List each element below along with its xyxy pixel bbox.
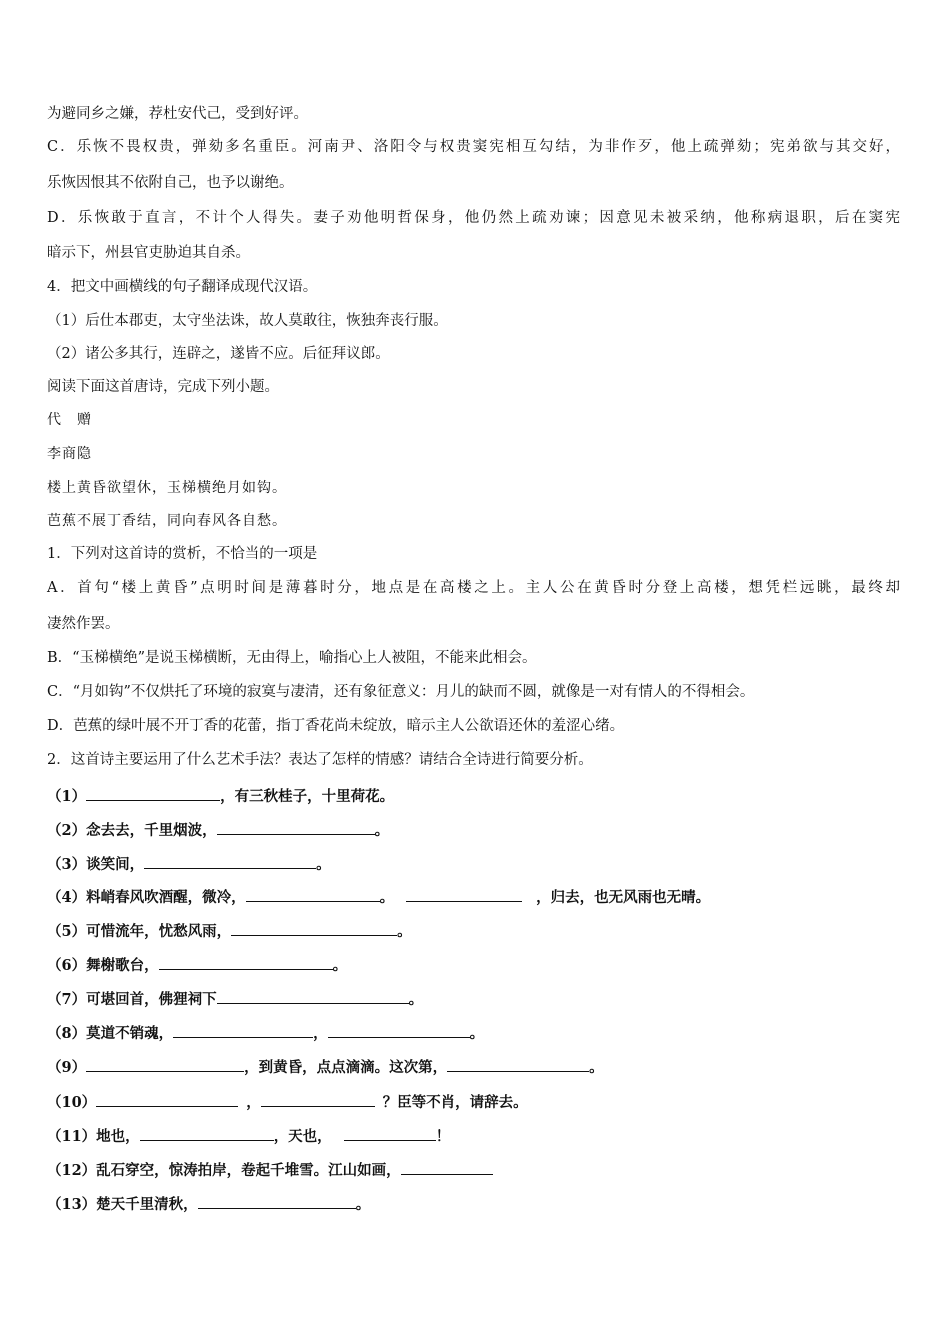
answer-blank[interactable] xyxy=(246,887,380,902)
poem-title: 代 赠 xyxy=(47,412,92,428)
answer-blank[interactable] xyxy=(401,1160,493,1175)
answer-blank[interactable] xyxy=(173,1023,313,1038)
answer-blank[interactable] xyxy=(328,1023,470,1038)
text-line: 为避同乡之嫌，荐杜安代己，受到好评。 xyxy=(47,106,308,122)
reading-intro: 阅读下面这首唐诗，完成下列小题。 xyxy=(47,379,279,395)
question-4: 4．把文中画横线的句子翻译成现代汉语。 xyxy=(47,279,318,295)
fill-item-5: （5）可惜流年，忧愁风雨， 。 xyxy=(47,923,412,940)
fill-item-7: （7）可堪回首，佛狸祠下 。 xyxy=(47,991,424,1008)
fill-item-12: （12）乱石穿空，惊涛拍岸，卷起千堆雪。江山如画， xyxy=(47,1160,900,1181)
fill-item-9: （9） ，到黄昏，点点滴滴。这次第， 。 xyxy=(47,1059,604,1076)
answer-blank[interactable] xyxy=(198,1194,356,1209)
poem-option-a-line-1: A．首句“楼上黄昏”点明时间是薄暮时分，地点是在高楼之上。主人公在黄昏时分登上高楼，想凭栏远眺，最终却 xyxy=(47,580,900,596)
question-4-part-1: （1）后仕本郡吏，太守坐法诛，故人莫敢往，恢独奔丧行服。 xyxy=(47,313,448,329)
answer-blank[interactable] xyxy=(406,887,522,902)
answer-blank[interactable] xyxy=(344,1126,436,1141)
fill-item-3: （3）谈笑间， 。 xyxy=(47,856,331,873)
poem-option-a-line-2: 凄然作罢。 xyxy=(47,616,120,632)
poem-question-2: 2．这首诗主要运用了什么艺术手法？表达了怎样的情感？请结合全诗进行简要分析。 xyxy=(47,752,593,768)
poem-option-c: C．“月如钩”不仅烘托了环境的寂寞与凄清，还有象征意义：月儿的缺而不圆，就像是一对有情人的不得相会。 xyxy=(47,684,755,700)
answer-blank[interactable] xyxy=(217,989,409,1004)
fill-item-1: （1） ，有三秋桂子，十里荷花。 xyxy=(47,788,395,805)
answer-blank[interactable] xyxy=(144,854,316,869)
option-c-line-1: C．乐恢不畏权贵，弹劾多名重臣。河南尹、洛阳令与权贵窦宪相互勾结，为非作歹，他上疏弹劾；宪弟欲与其交好， xyxy=(47,139,900,155)
poem-option-d: D．芭蕉的绿叶展不开丁香的花蕾，指丁香花尚未绽放，暗示主人公欲语还休的羞涩心绪。 xyxy=(47,718,625,734)
answer-blank[interactable] xyxy=(86,786,220,801)
answer-blank[interactable] xyxy=(140,1126,274,1141)
fill-item-11: （11）地也， ，天也， ！ xyxy=(47,1128,451,1145)
poem-author: 李商隐 xyxy=(47,446,92,462)
poem-line-2: 芭蕉不展丁香结，同向春风各自愁。 xyxy=(47,513,287,529)
poem-question-1: 1．下列对这首诗的赏析，不恰当的一项是 xyxy=(47,546,318,562)
answer-blank[interactable] xyxy=(231,921,397,936)
answer-blank[interactable] xyxy=(96,1092,238,1107)
answer-blank[interactable] xyxy=(86,1057,244,1072)
poem-option-b: B．“玉梯横绝”是说玉梯横断，无由得上，喻指心上人被阻，不能来此相会。 xyxy=(47,650,537,666)
answer-blank[interactable] xyxy=(217,820,375,835)
answer-blank[interactable] xyxy=(159,955,333,970)
option-d-line-2: 暗示下，州县官吏胁迫其自杀。 xyxy=(47,245,250,261)
answer-blank[interactable] xyxy=(261,1092,375,1107)
fill-item-2: （2）念去去，千里烟波， 。 xyxy=(47,822,390,839)
fill-item-8: （8）莫道不销魂， ， 。 xyxy=(47,1025,485,1042)
answer-blank[interactable] xyxy=(447,1057,589,1072)
option-c-line-2: 乐恢因恨其不依附自己，也予以谢绝。 xyxy=(47,175,294,191)
fill-item-4: （4）料峭春风吹酒醒，微冷， 。 ，归去，也无风雨也无晴。 xyxy=(47,889,711,906)
fill-item-13: （13）楚天千里清秋， 。 xyxy=(47,1196,371,1213)
question-4-part-2: （2）诸公多其行，连辟之，遂皆不应。后征拜议郎。 xyxy=(47,346,390,362)
fill-item-6: （6）舞榭歌台， 。 xyxy=(47,957,348,974)
option-d-line-1: D．乐恢敢于直言，不计个人得失。妻子劝他明哲保身，他仍然上疏劝谏；因意见未被采纳，他称病退职，后在窦宪 xyxy=(47,210,900,226)
poem-line-1: 楼上黄昏欲望休，玉梯横绝月如钩。 xyxy=(47,480,287,496)
fill-item-10: （10） ， ？臣等不肖，请辞去。 xyxy=(47,1094,528,1111)
